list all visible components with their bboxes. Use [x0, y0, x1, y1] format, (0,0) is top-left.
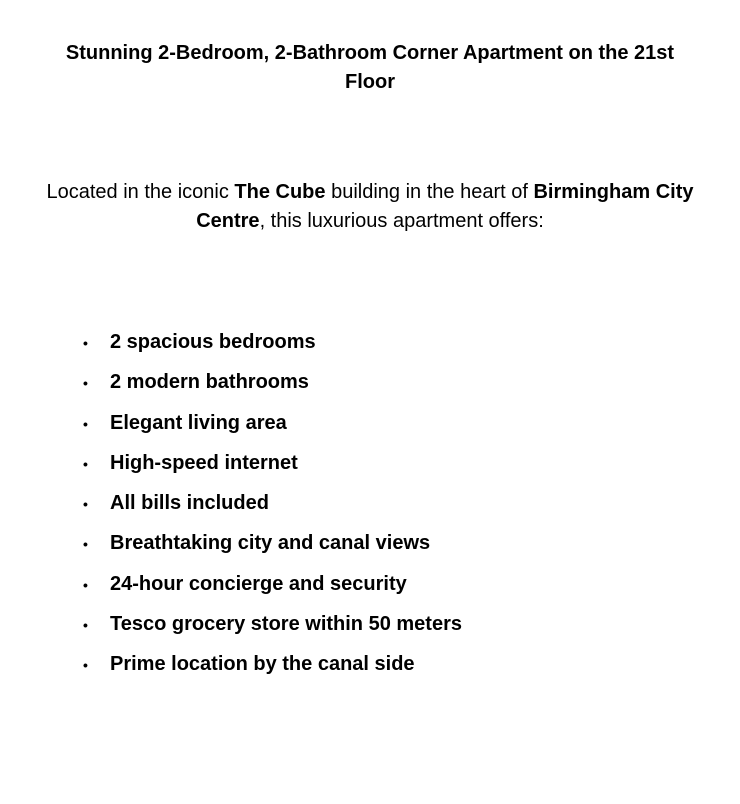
feature-item: [82, 649, 462, 689]
bullet-icon: •: [83, 455, 88, 472]
area-name: Birmingham City Centre: [196, 181, 694, 232]
intro-paragraph: [30, 178, 710, 236]
bullet-icon: •: [83, 617, 88, 634]
feature-text: 2 modern bathrooms: [110, 371, 309, 394]
bullet-icon: •: [83, 496, 88, 513]
bullet-icon: •: [83, 415, 88, 432]
intro-text-2: building in the heart of: [325, 181, 534, 203]
feature-item: [82, 609, 462, 649]
feature-text: Prime location by the canal side: [110, 653, 415, 676]
bullet-icon: •: [83, 576, 88, 593]
bullet-icon: •: [83, 657, 88, 674]
building-name: The Cube: [234, 181, 326, 203]
feature-item: [82, 408, 462, 448]
feature-text: 24-hour concierge and security: [110, 572, 407, 595]
feature-text: High-speed internet: [110, 451, 298, 474]
feature-item: [82, 488, 462, 528]
intro-text-3: , this luxurious apartment offers:: [259, 210, 544, 232]
feature-text: Tesco grocery store within 50 meters: [110, 613, 462, 636]
feature-text: Elegant living area: [110, 411, 287, 434]
intro-text-1: Located in the iconic: [46, 181, 235, 203]
feature-text: 2 spacious bedrooms: [110, 331, 316, 353]
feature-text: Breathtaking city and canal views: [110, 532, 431, 555]
feature-item: [82, 528, 462, 568]
feature-text: All bills included: [110, 492, 269, 515]
feature-item: [82, 569, 462, 609]
bullet-icon: •: [83, 536, 88, 553]
features-list: [82, 327, 462, 690]
feature-item: [82, 327, 462, 367]
feature-item: [82, 367, 462, 407]
feature-item: [82, 448, 462, 488]
listing-title: Stunning 2-Bedroom, 2-Bathroom Corner Apartment on the 21st Floor: [65, 42, 675, 93]
bullet-icon: •: [83, 335, 88, 351]
bullet-icon: •: [83, 375, 88, 392]
